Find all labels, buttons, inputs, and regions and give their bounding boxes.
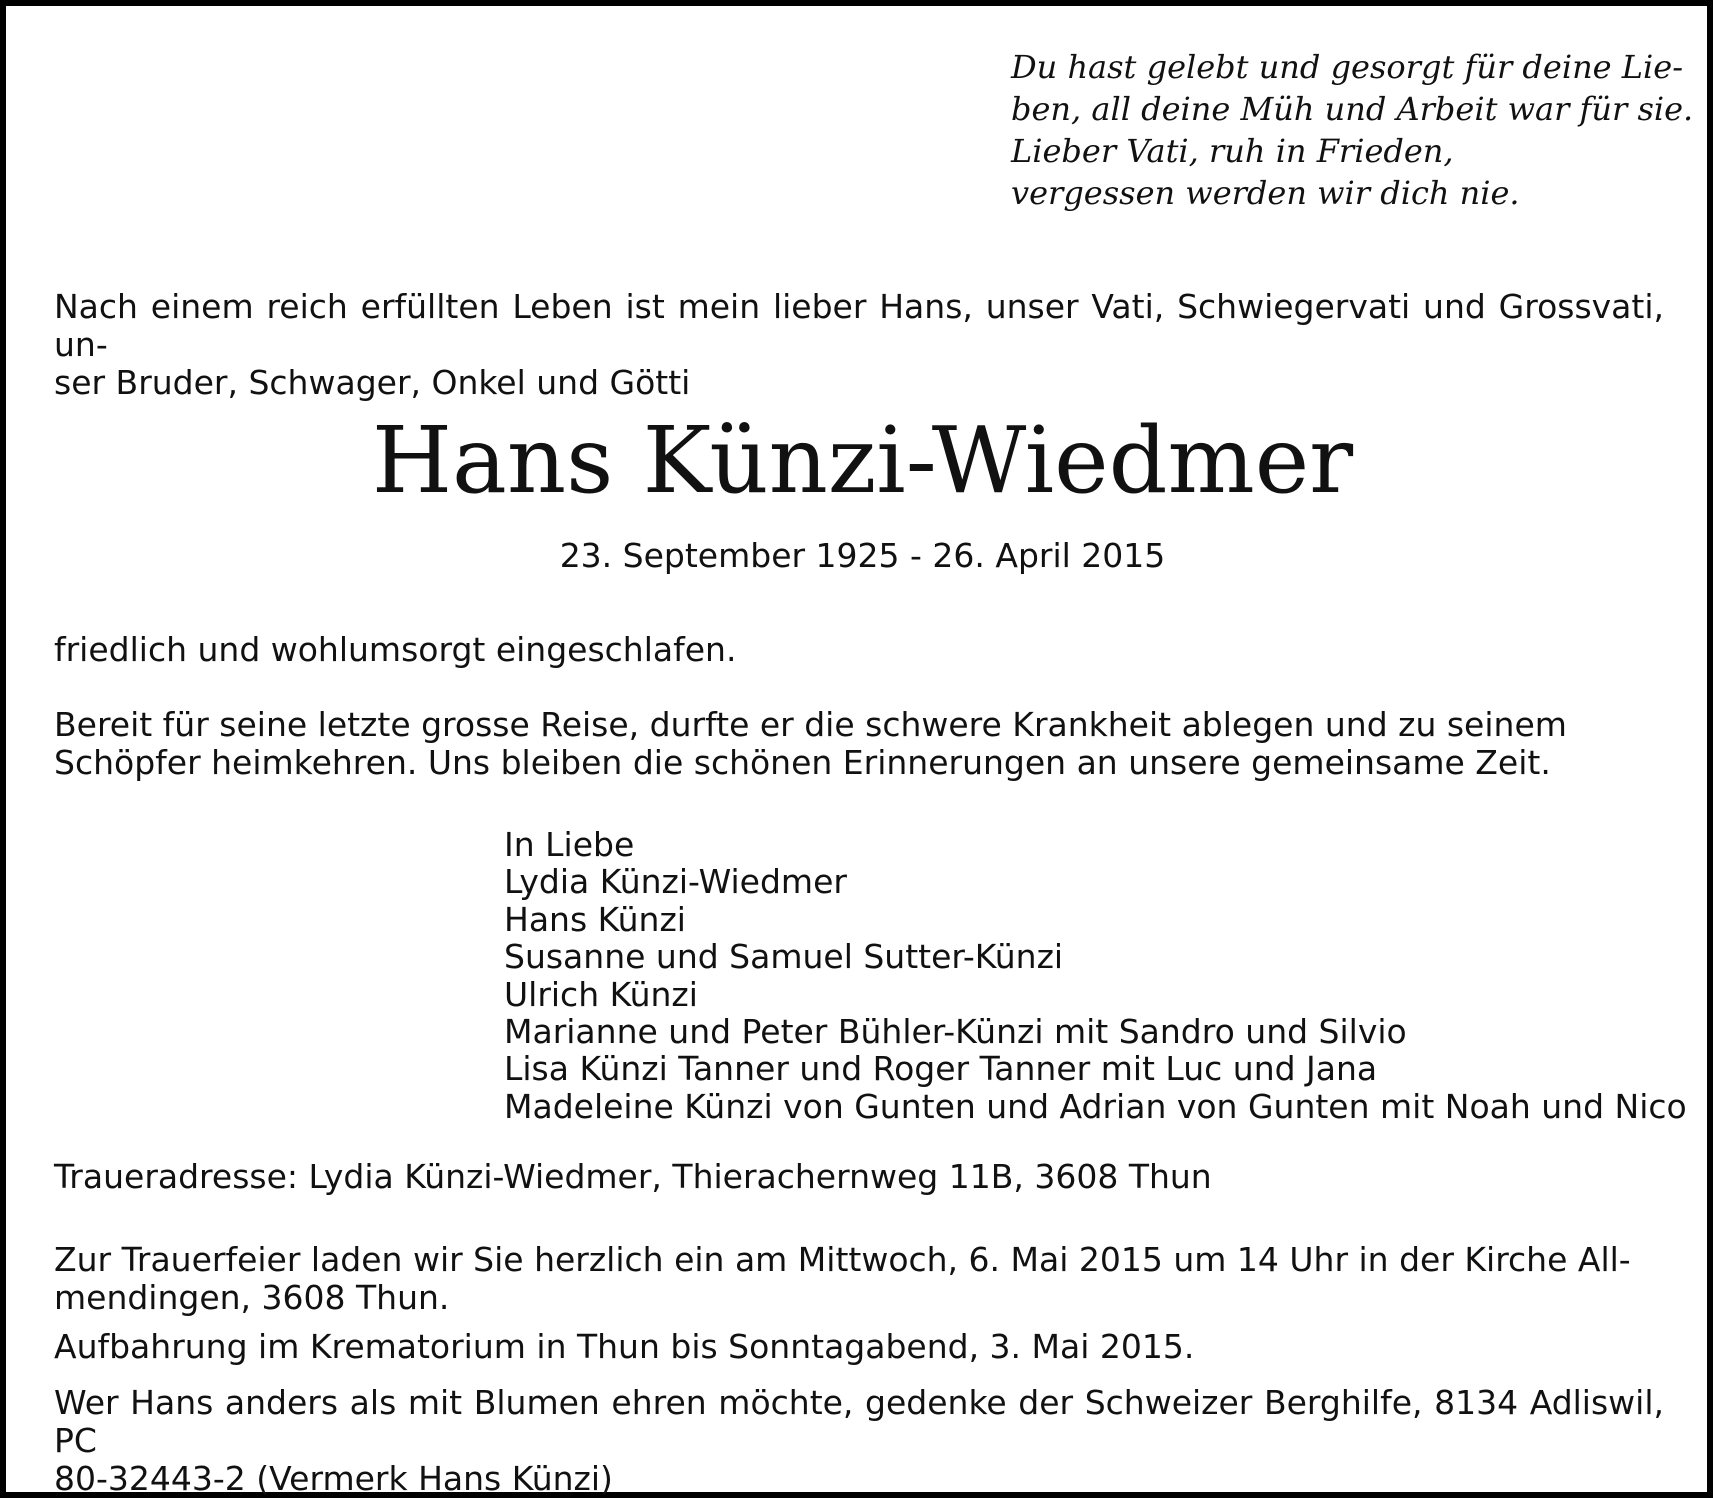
donation-notice bbox=[54, 1384, 1664, 1498]
family-line: Hans Künzi bbox=[504, 899, 686, 939]
intro-line: ser Bruder, Schwager, Onkel und Götti bbox=[54, 363, 691, 402]
family-line: In Liebe bbox=[504, 825, 635, 864]
reflection-line: Schöpfer heimkehren. Uns bleiben die schönen Erinnerungen an unsere gemeinsame Zeit. bbox=[54, 743, 1551, 782]
family-signature bbox=[504, 826, 1687, 1125]
family-line: Ulrich Künzi bbox=[504, 974, 698, 1014]
poem-line: ben, all deine Müh und Arbeit war für sie. bbox=[1011, 90, 1694, 128]
reflection-paragraph bbox=[54, 706, 1664, 782]
statement: friedlich und wohlumsorgt eingeschlafen. bbox=[54, 630, 737, 669]
viewing-notice: Aufbahrung im Krematorium in Thun bis Sonntagabend, 3. Mai 2015. bbox=[54, 1327, 1195, 1366]
funeral-line: mendingen, 3608 Thun. bbox=[54, 1278, 450, 1317]
donation-line: Wer Hans anders als mit Blumen ehren möchte, gedenke der Schweizer Berghilfe, 8134 Adliswil, PC bbox=[54, 1383, 1664, 1460]
intro-line: Nach einem reich erfüllten Leben ist mein lieber Hans, unser Vati, Schwiegervati und Grossvati, un- bbox=[54, 287, 1664, 364]
family-line: Marianne und Peter Bühler-Künzi mit Sandro und Silvio bbox=[504, 1012, 1407, 1052]
funeral-line: Zur Trauerfeier laden wir Sie herzlich ein am Mittwoch, 6. Mai 2015 um 14 Uhr in der Kirche All- bbox=[54, 1240, 1631, 1279]
family-line: Lisa Künzi Tanner und Roger Tanner mit Luc und Jana bbox=[504, 1049, 1378, 1089]
mourning-address: Traueradresse: Lydia Künzi-Wiedmer, Thierachernweg 11B, 3608 Thun bbox=[54, 1157, 1212, 1196]
poem bbox=[1011, 46, 1694, 214]
poem-line: vergessen werden wir dich nie. bbox=[1011, 174, 1520, 212]
donation-line: 80-32443-2 (Vermerk Hans Künzi) bbox=[54, 1459, 613, 1498]
family-line: Lydia Künzi-Wiedmer bbox=[504, 862, 847, 902]
reflection-line: Bereit für seine letzte grosse Reise, durfte er die schwere Krankheit ablegen und zu seinem bbox=[54, 705, 1567, 744]
poem-line: Du hast gelebt und gesorgt für deine Lie- bbox=[1011, 48, 1684, 86]
family-line: Madeleine Künzi von Gunten und Adrian von Gunten mit Noah und Nico bbox=[504, 1086, 1687, 1126]
family-line: Susanne und Samuel Sutter-Künzi bbox=[504, 937, 1064, 977]
life-dates: 23. September 1925 - 26. April 2015 bbox=[559, 536, 1166, 575]
deceased-name: Hans Künzi-Wiedmer bbox=[371, 407, 1354, 514]
funeral-invitation bbox=[54, 1241, 1664, 1317]
poem-line: Lieber Vati, ruh in Frieden, bbox=[1011, 132, 1454, 170]
intro-paragraph bbox=[54, 288, 1664, 402]
